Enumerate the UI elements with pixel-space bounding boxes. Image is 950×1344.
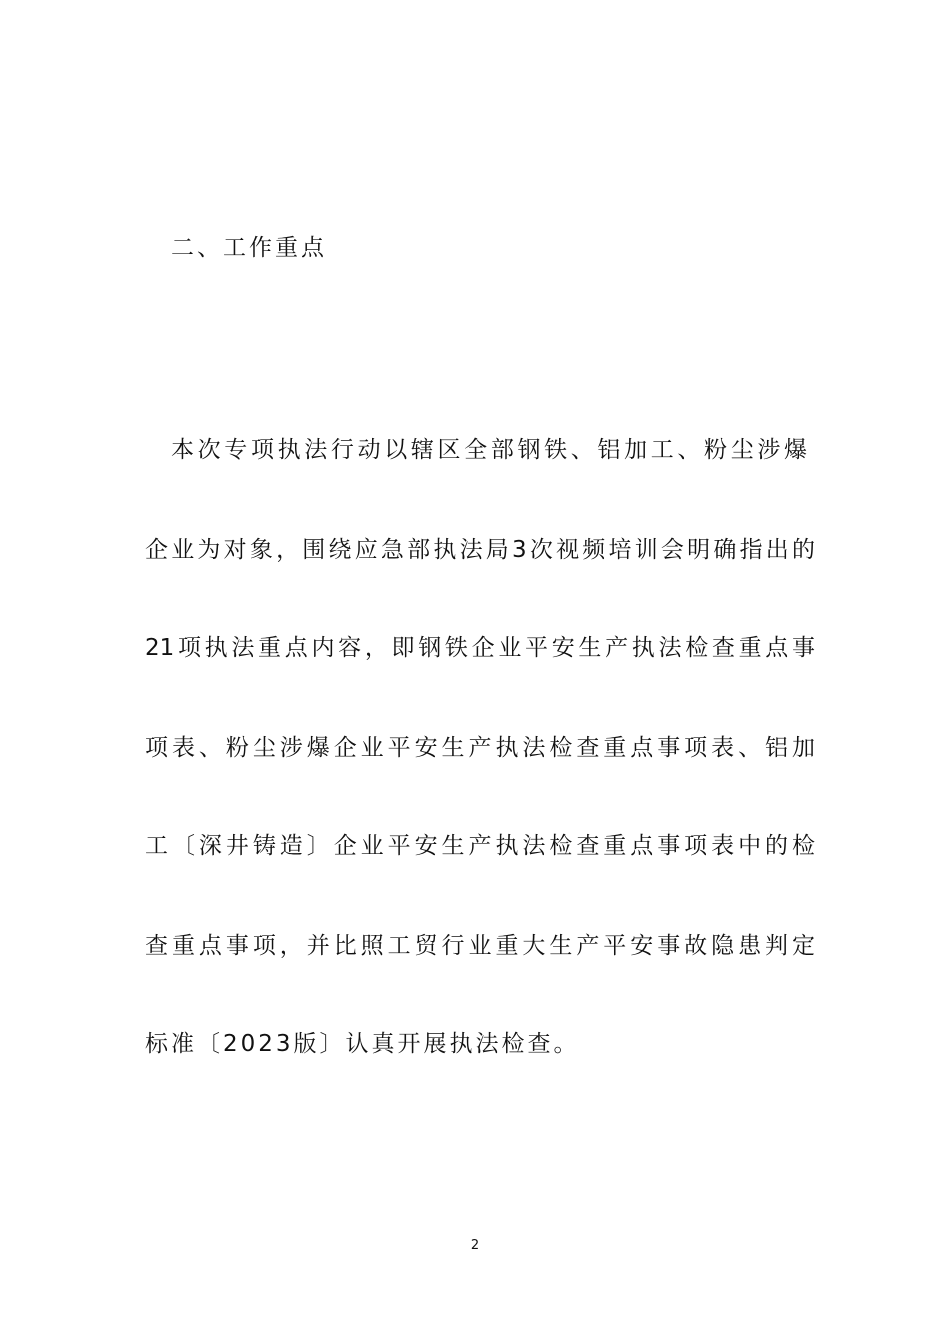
paragraph-line-2: 企业为对象，围绕应急部执法局3次视频培训会明确指出的 [145,537,815,563]
paragraph-line-6: 查重点事项，并比照工贸行业重大生产平安事故隐患判定 [145,933,815,959]
paragraph-line-5: 工〔深井铸造〕企业平安生产执法检查重点事项表中的检 [145,833,815,859]
paragraph-line-7: 标准〔2023版〕认真开展执法检查。 [145,1031,580,1057]
page-number: 2 [470,1238,480,1253]
paragraph-line-4: 项表、粉尘涉爆企业平安生产执法检查重点事项表、铝加 [145,735,815,761]
section-heading: 二、工作重点 [171,235,327,261]
paragraph-line-1: 本次专项执法行动以辖区全部钢铁、铝加工、粉尘涉爆 [171,437,807,463]
paragraph-line-3: 21项执法重点内容，即钢铁企业平安生产执法检查重点事 [145,635,815,661]
